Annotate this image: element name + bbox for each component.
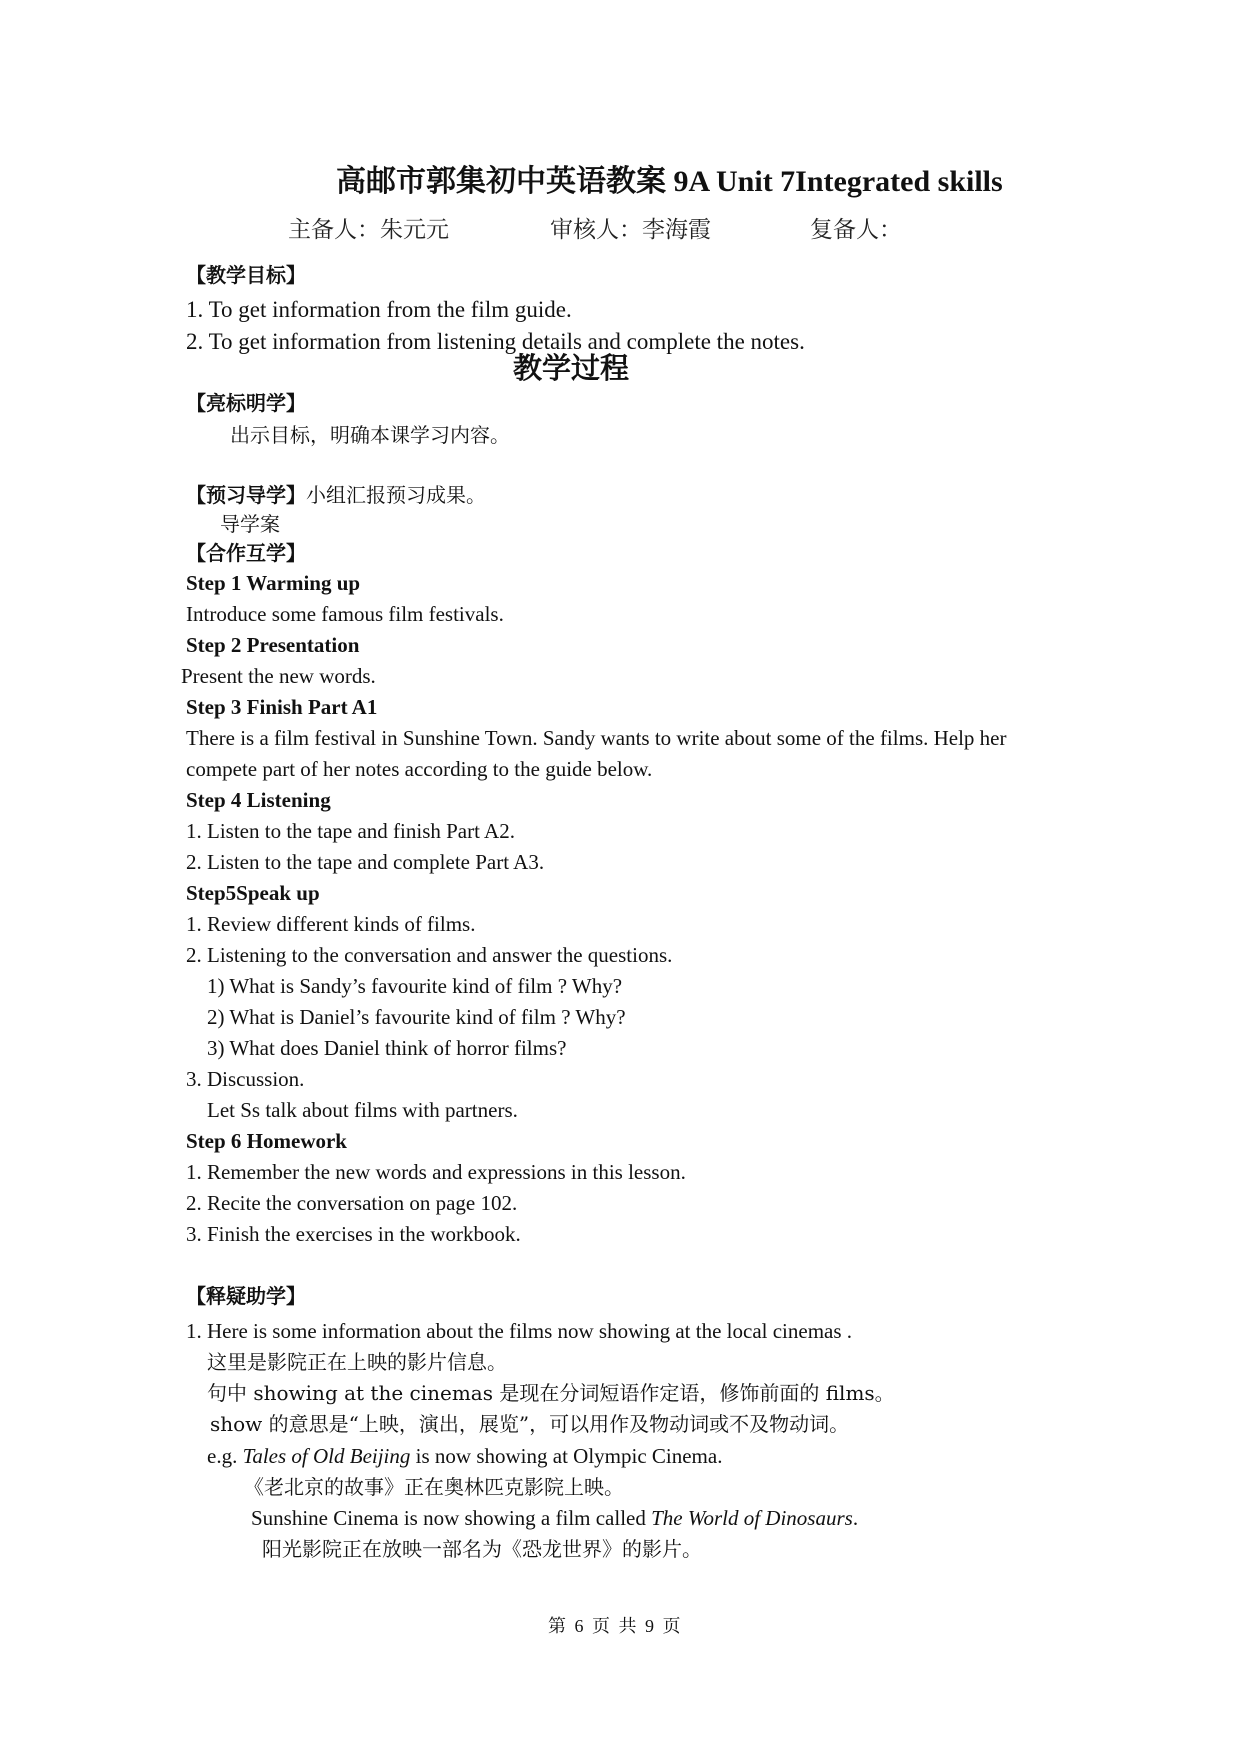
example-line <box>251 1505 858 1531</box>
discussion-text: Let Ss talk about films with partners. <box>207 1098 518 1122</box>
objectives-heading: 【教学目标】 <box>186 263 306 287</box>
yuxi-inline-text: 小组汇报预习成果。 <box>306 483 486 507</box>
staff-line <box>288 216 902 244</box>
example-suffix: . <box>852 1506 859 1530</box>
yuxi-line <box>186 482 486 508</box>
yuxi-text: 导学案 <box>220 512 280 536</box>
objective-item: 2. To get information from listening details and complete the notes. <box>186 329 805 354</box>
step-text: compete part of her notes according to the guide below. <box>186 757 653 781</box>
example-line <box>207 1443 722 1469</box>
yuxi-heading: 【预习导学】 <box>186 483 306 507</box>
hezuo-heading: 【合作互学】 <box>186 541 306 565</box>
example-cn: 阳光影院正在放映一部名为《恐龙世界》的影片。 <box>262 1537 702 1561</box>
step-text: There is a film festival in Sunshine Town. Sandy wants to write about some of the films. Help her <box>186 726 1007 750</box>
reviewer-label: 审核人：李海霞 <box>550 217 711 242</box>
example-prefix: Sunshine Cinema is now showing a film called <box>251 1506 652 1530</box>
film-title: The World of Dinosaurs <box>651 1506 853 1530</box>
shiyi-cn: 句中 showing at the cinemas 是现在分词短语作定语，修饰前面的 films。 <box>207 1381 895 1405</box>
step-title: Step 6 Homework <box>186 1129 347 1153</box>
list-item: 2. Listen to the tape and complete Part A3. <box>186 850 545 874</box>
preparer-label: 主备人：朱元元 <box>288 217 449 242</box>
step-title: Step 2 Presentation <box>186 633 360 657</box>
list-item: 1. Listen to the tape and finish Part A2. <box>186 819 515 843</box>
list-item: 2. Recite the conversation on page 102. <box>186 1191 518 1215</box>
step-title: Step 4 Listening <box>186 788 331 812</box>
step-title: Step5Speak up <box>186 881 320 905</box>
page-number: 第 6 页 共 9 页 <box>548 1616 683 1636</box>
shiyi-cn: show 的意思是“上映，演出，展览”，可以用作及物动词或不及物动词。 <box>210 1412 850 1436</box>
film-title: Tales of Old Beijing <box>242 1444 411 1468</box>
list-item: 1. Remember the new words and expressions in this lesson. <box>186 1160 686 1184</box>
list-item: 3. Finish the exercises in the workbook. <box>186 1222 521 1246</box>
step-title: Step 1 Warming up <box>186 571 361 595</box>
document-title: 高邮市郭集初中英语教案 9A Unit 7Integrated skills <box>336 165 1003 198</box>
list-item: 1. Review different kinds of films. <box>186 912 476 936</box>
liangbiao-text: 出示目标，明确本课学习内容。 <box>230 423 510 447</box>
list-item: 2. Listening to the conversation and answer the questions. <box>186 943 673 967</box>
question-item: 1) What is Sandy’s favourite kind of film ? Why? <box>207 974 623 998</box>
shiyi-item: 1. Here is some information about the films now showing at the local cinemas . <box>186 1319 853 1343</box>
question-item: 2) What is Daniel’s favourite kind of film ? Why? <box>207 1005 626 1029</box>
process-title: 教学过程 <box>513 353 630 385</box>
liangbiao-heading: 【亮标明学】 <box>186 391 306 415</box>
example-rest: is now showing at Olympic Cinema. <box>410 1444 723 1468</box>
shiyi-cn: 这里是影院正在上映的影片信息。 <box>207 1350 507 1374</box>
question-item: 3) What does Daniel think of horror films? <box>207 1036 567 1060</box>
example-prefix: e.g. <box>207 1444 243 1468</box>
list-item: 3. Discussion. <box>186 1067 305 1091</box>
co-preparer-label: 复备人： <box>810 217 902 242</box>
step-text: Present the new words. <box>181 664 376 688</box>
example-cn: 《老北京的故事》正在奥林匹克影院上映。 <box>244 1475 624 1499</box>
shiyi-heading: 【释疑助学】 <box>186 1284 306 1308</box>
step-title: Step 3 Finish Part A1 <box>186 695 378 719</box>
objective-item: 1. To get information from the film guide. <box>186 297 572 322</box>
step-text: Introduce some famous film festivals. <box>186 602 504 626</box>
